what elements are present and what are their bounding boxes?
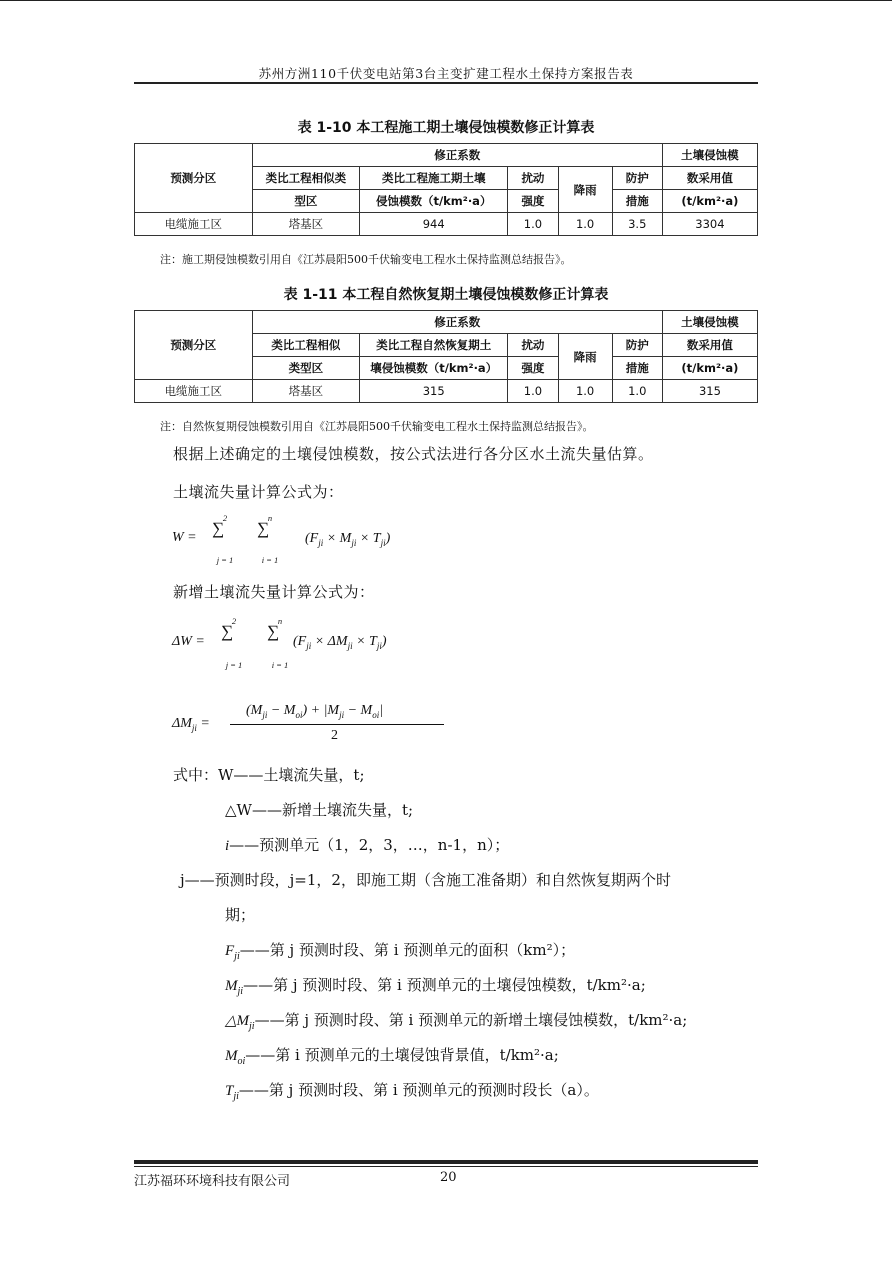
- header-prot: 措施: [612, 357, 662, 380]
- header-result: (t/km²·a): [662, 357, 757, 380]
- sigma-symbol: ∑: [221, 622, 234, 641]
- def-t: $T_{ji}——$第 j 预测时段、第 i 预测单元的预测时段长（a）。: [225, 1081, 599, 1102]
- cell-rain: 1.0: [558, 380, 612, 403]
- header-sim: 类比工程相似: [252, 334, 359, 357]
- cell-result: 315: [662, 380, 757, 403]
- def-j: j——预测时段，j=1，2，即施工期（含施工准备期）和自然恢复期两个时: [180, 871, 671, 889]
- header-result: 土壤侵蚀模: [662, 311, 757, 334]
- formula-2-lhs: ΔW =: [172, 634, 205, 649]
- cell-rain: 1.0: [558, 213, 612, 236]
- footer-company: 江苏福环环境科技有限公司: [134, 1174, 291, 1189]
- formula-2: [172, 634, 205, 650]
- header-dist: 强度: [508, 190, 558, 213]
- page-header: 苏州方洲110千伏变电站第3台主变扩建工程水土保持方案报告表: [258, 66, 634, 81]
- header-dist: 扰动: [508, 167, 558, 190]
- footer-rule: [134, 1160, 758, 1164]
- table-1-10-caption: 表 1-10 本工程施工期土壤侵蚀模数修正计算表: [297, 120, 595, 136]
- cell-mod: 944: [360, 213, 508, 236]
- formula-1: [172, 530, 197, 546]
- cell-sim: 塔基区: [252, 213, 359, 236]
- sigma-symbol: ∑: [212, 519, 225, 538]
- formula-3-lhs: $\Delta M_{ji}$ =: [172, 716, 210, 733]
- page-top-border: [0, 0, 892, 1]
- cell-dist: 1.0: [508, 213, 558, 236]
- table-1-11-note: 注：自然恢复期侵蚀模数引用自《江苏晨阳500千伏输变电工程水土保持监测总结报告》。: [160, 420, 594, 433]
- def-i: i——预测单元（1，2，3，…，n-1，n）；: [225, 836, 510, 854]
- def-m: $M_{ji}——$第 j 预测时段、第 i 预测单元的土壤侵蚀模数，t/km²·a;: [225, 976, 646, 997]
- formula-3-numerator: $(M_{ji} - M_{oi}) + |M_{ji} - M_{oi}|$: [246, 703, 384, 720]
- formula-3-denominator: 2: [331, 728, 338, 743]
- footer-rule-thin: [134, 1166, 758, 1167]
- cell-mod: 315: [360, 380, 508, 403]
- table-1-11: [134, 310, 758, 403]
- cell-result: 3304: [662, 213, 757, 236]
- header-result: 数采用值: [662, 167, 757, 190]
- table-1-10-note: 注：施工期侵蚀模数引用自《江苏晨阳500千伏输变电工程水土保持监测总结报告》。: [160, 253, 572, 266]
- sum-upper: n: [267, 513, 273, 523]
- sigma-symbol: ∑: [257, 519, 270, 538]
- header-result: 土壤侵蚀模: [662, 144, 757, 167]
- cell-sim: 塔基区: [252, 380, 359, 403]
- header-rule: [134, 82, 758, 84]
- header-prot: 防护: [612, 334, 662, 357]
- paragraph-2: 土壤流失量计算公式为：: [173, 483, 344, 501]
- table-1-10: [134, 143, 758, 236]
- header-coef: 修正系数: [252, 311, 662, 334]
- def-w: 式中：W——土壤流失量，t;: [173, 766, 365, 784]
- sum-upper: 2: [222, 513, 228, 523]
- def-j-cont: 期；: [225, 906, 256, 924]
- header-mod: 侵蚀模数（t/km²·a）: [360, 190, 508, 213]
- header-zone: 预测分区: [135, 311, 253, 380]
- header-result: (t/km²·a): [662, 190, 757, 213]
- header-rain: 降雨: [558, 167, 612, 213]
- header-mod: 类比工程自然恢复期土: [360, 334, 508, 357]
- cell-zone: 电缆施工区: [135, 380, 253, 403]
- def-dw: △W——新增土壤流失量，t;: [225, 801, 414, 819]
- header-zone: 预测分区: [135, 144, 253, 213]
- formula-1-lhs: W =: [172, 530, 197, 545]
- sum-lower: i = 1: [261, 555, 279, 565]
- paragraph-1: 根据上述确定的土壤侵蚀模数，按公式法进行各分区水土流失量估算。: [173, 445, 654, 463]
- header-dist: 强度: [508, 357, 558, 380]
- header-sim: 类型区: [252, 357, 359, 380]
- cell-dist: 1.0: [508, 380, 558, 403]
- page-number: 20: [440, 1170, 457, 1185]
- def-dm: $\triangle M_{ji}——$第 j 预测时段、第 i 预测单元的新增土壤侵蚀模数，t/km²·a;: [225, 1011, 688, 1032]
- header-sim: 类比工程相似类: [252, 167, 359, 190]
- header-sim: 型区: [252, 190, 359, 213]
- table-row: [135, 380, 758, 403]
- header-prot: 措施: [612, 190, 662, 213]
- formula-1-term: $(F_{ji} \times M_{ji} \times T_{ji})$: [305, 531, 391, 548]
- sum-lower: i = 1: [271, 660, 289, 670]
- table-row: [135, 213, 758, 236]
- header-result: 数采用值: [662, 334, 757, 357]
- header-rain: 降雨: [558, 334, 612, 380]
- sum-lower: j = 1: [216, 555, 234, 565]
- header-dist: 扰动: [508, 334, 558, 357]
- def-f: $F_{ji}——$第 j 预测时段、第 i 预测单元的面积（km²）；: [225, 941, 576, 962]
- sum-lower: j = 1: [225, 660, 243, 670]
- cell-zone: 电缆施工区: [135, 213, 253, 236]
- header-prot: 防护: [612, 167, 662, 190]
- table-1-11-caption: 表 1-11 本工程自然恢复期土壤侵蚀模数修正计算表: [283, 287, 609, 303]
- header-mod: 壤侵蚀模数（t/km²·a）: [360, 357, 508, 380]
- sigma-symbol: ∑: [267, 622, 280, 641]
- def-mo: $M_{oi}——$第 i 预测单元的土壤侵蚀背景值，t/km²·a;: [225, 1046, 559, 1067]
- cell-prot: 3.5: [612, 213, 662, 236]
- cell-prot: 1.0: [612, 380, 662, 403]
- header-mod: 类比工程施工期土壤: [360, 167, 508, 190]
- paragraph-3: 新增土壤流失量计算公式为：: [173, 583, 375, 601]
- sum-upper: 2: [231, 616, 237, 626]
- header-coef: 修正系数: [252, 144, 662, 167]
- fraction-bar: [230, 724, 444, 725]
- formula-2-term: $(F_{ji} \times \Delta M_{ji} \times T_{ji})$: [293, 634, 387, 651]
- sum-upper: n: [277, 616, 283, 626]
